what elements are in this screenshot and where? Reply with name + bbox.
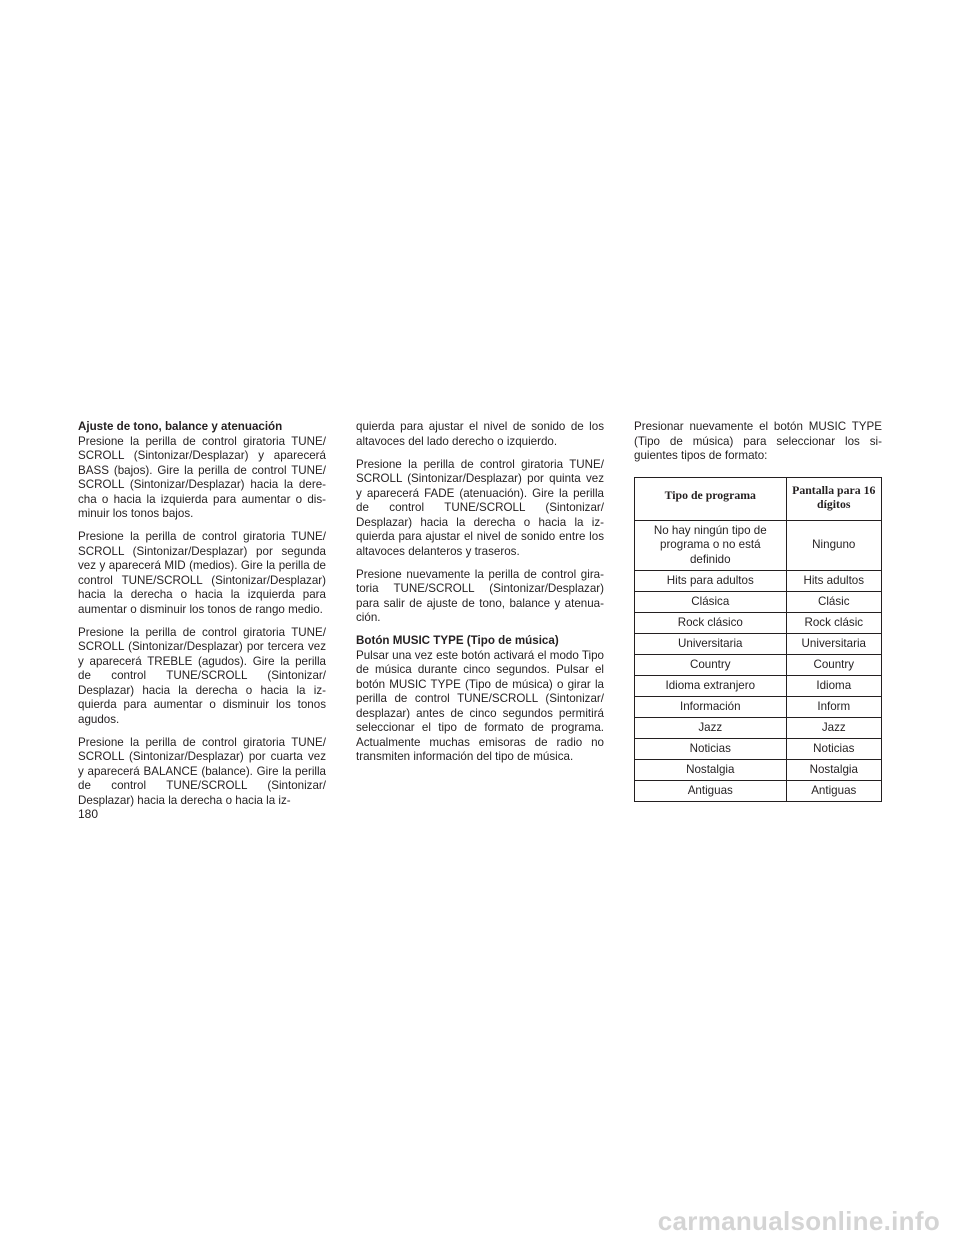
table-cell-type: Nostalgia	[635, 760, 787, 781]
table-row	[635, 697, 882, 718]
table-cell-display: Clásic	[786, 592, 881, 613]
table-header-row	[635, 477, 882, 520]
watermark-link[interactable]: carmanualsonline.info	[657, 1206, 940, 1236]
table-row	[635, 718, 882, 739]
table-row	[635, 571, 882, 592]
column-left	[78, 420, 326, 817]
table-cell-display: Jazz	[786, 718, 881, 739]
paragraph-balance-cont: quierda para ajustar el nivel de sonido de los altavoces del lado derecho o izquierdo.	[356, 420, 604, 448]
table-cell-display: Universitaria	[786, 634, 881, 655]
table-cell-display: Inform	[786, 697, 881, 718]
table-row	[635, 592, 882, 613]
table-cell-display: Nostalgia	[786, 760, 881, 781]
table-cell-type: Idioma extranjero	[635, 676, 787, 697]
table-cell-type: Jazz	[635, 718, 787, 739]
table-cell-type: Hits para adultos	[635, 571, 787, 592]
paragraph-format-intro: Presionar nuevamente el botón MUSIC TYPE (Tipo de música) para seleccionar los si- guientes tipos de formato:	[634, 420, 882, 462]
table-cell-type: Noticias	[635, 739, 787, 760]
table-cell-type: Rock clásico	[635, 613, 787, 634]
table-row	[635, 655, 882, 676]
table-cell-display: Country	[786, 655, 881, 676]
table-cell-type: Clásica	[635, 592, 787, 613]
table-row	[635, 613, 882, 634]
paragraph-bass: Presione la perilla de control giratoria TUNE/ SCROLL (Sintonizar/Desplazar) y aparecerá BASS (bajos). Gire la perilla de control TUNE/ SCROLL (Sintonizar/Desplazar) hacia la dere- cha o hacia la izquierda para aumentar o dis- minuir los tonos bajos.	[78, 434, 326, 520]
paragraph-music-type: Pulsar una vez este botón activará el modo Tipo de música durante cinco segundos. Pulsar el botón MUSIC TYPE (Tipo de música) o girar la perilla de control TUNE/SCROLL (Sintonizar/ desplazar) antes de cinco segundos permitirá seleccionar el tipo de formato de programa. Actualmente muchas emisoras de radio no transmiten información del tipo de música.	[356, 648, 604, 763]
paragraph-fade: Presione la perilla de control giratoria TUNE/ SCROLL (Sintonizar/Desplazar) por quinta vez y aparecerá FADE (atenuación). Gire la perilla de control TUNE/SCROLL (Sintonizar/ Desplazar) hacia la derecha o hacia la iz- quierda para ajustar el nivel de sonido entre los altavoces delanteros y traseros.	[356, 457, 604, 558]
table-row	[635, 760, 882, 781]
table-row	[635, 520, 882, 571]
table-cell-type: Universitaria	[635, 634, 787, 655]
column-right	[634, 420, 882, 802]
table-cell-type: Información	[635, 697, 787, 718]
paragraph-treble: Presione la perilla de control giratoria TUNE/ SCROLL (Sintonizar/Desplazar) por tercera vez y aparecerá TREBLE (agudos). Gire la perilla de control TUNE/SCROLL (Sintonizar/ Desplazar) hacia la derecha o hacia la iz- quierda para aumentar o disminuir los tonos agudos.	[78, 625, 326, 726]
table-cell-display: Idioma	[786, 676, 881, 697]
format-table	[634, 477, 882, 803]
table-row	[635, 634, 882, 655]
table-cell-display: Noticias	[786, 739, 881, 760]
column-middle	[356, 420, 604, 773]
table-row	[635, 676, 882, 697]
table-cell-display: Antiguas	[786, 781, 881, 802]
table-header-display: Pantalla para 16 dígitos	[786, 477, 881, 520]
paragraph-mid: Presione la perilla de control giratoria TUNE/ SCROLL (Sintonizar/Desplazar) por segunda vez y aparecerá MID (medios). Gire la perilla de control TUNE/SCROLL (Sintonizar/Desplazar) hacia la derecha o hacia la izquierda para aumentar o disminuir los tonos de rango medio.	[78, 530, 326, 616]
table-cell-display: Hits adultos	[786, 571, 881, 592]
paragraph-balance: Presione la perilla de control giratoria TUNE/ SCROLL (Sintonizar/Desplazar) por cuarta vez y aparecerá BALANCE (balance). Gire la perilla de control TUNE/SCROLL (Sintonizar/ Desplazar) hacia la derecha o hacia la iz-	[78, 735, 326, 807]
table-cell-display: Ninguno	[786, 520, 881, 571]
table-cell-type: Country	[635, 655, 787, 676]
table-row	[635, 739, 882, 760]
table-header-program-type: Tipo de programa	[635, 477, 787, 520]
page-number: 180	[78, 807, 99, 821]
table-cell-type: No hay ningún tipo de programa o no está definido	[635, 520, 787, 571]
table-cell-type: Antiguas	[635, 781, 787, 802]
table-row	[635, 781, 882, 802]
section-heading-tone: Ajuste de tono, balance y atenuación	[78, 420, 283, 433]
table-cell-display: Rock clásic	[786, 613, 881, 634]
paragraph-exit: Presione nuevamente la perilla de control gira- toria TUNE/SCROLL (Sintonizar/Desplazar) para salir de ajuste de tono, balance y atenua- ción.	[356, 567, 604, 624]
section-heading-music-type: Botón MUSIC TYPE (Tipo de música)	[356, 634, 559, 647]
